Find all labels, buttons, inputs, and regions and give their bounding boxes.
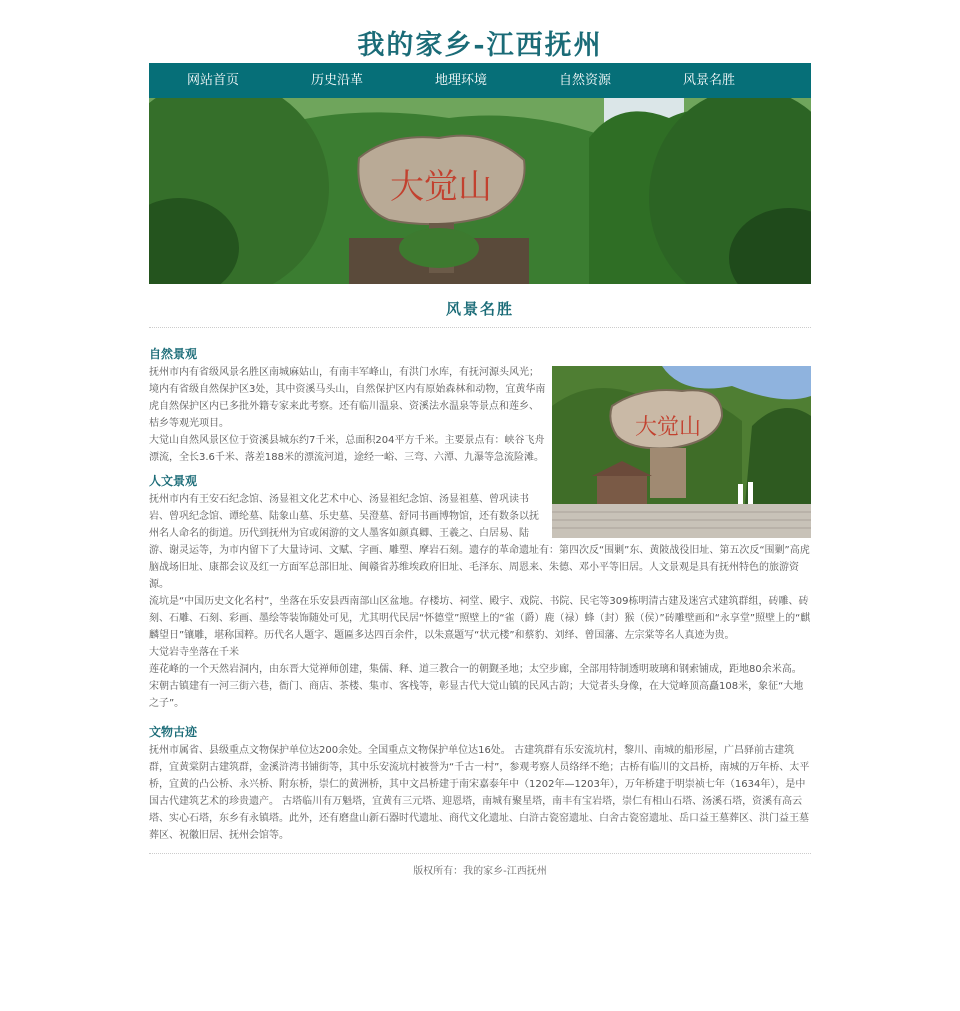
page-heading: 风景名胜: [445, 300, 514, 318]
natural-paragraph-1: 抚州市内有省级风景名胜区南城麻姑山，有南丰军峰山，有洪门水库，有抚河源头风光；境内有省级自然保护区3处，其中资溪马头山，自然保护区内有原始森林和动物，宜黄华南虎自然保护区内已多批外籍专家来此考察。还有临川温泉、资溪法水温泉等景点和莲乡、桔乡等观光项目。: [149, 367, 546, 429]
relics-paragraph-1: 抚州市属省、县级重点文物保护单位达200余处。全国重点文物保护单位达16处。 古建筑群有乐安流坑村，黎川、南城的船形屋，广昌驿前古建筑群，宜黄棠阴古建筑群，金溪浒湾书铺街等，其中乐安流坑村被誉为“千古一村”，参观考察人员络绎不绝；古桥有临川的文昌桥，南城的万年桥、太平桥，宜黄的凸公桥、永兴桥、附东桥，崇仁的黄洲桥，其中文昌桥建于南宋嘉泰年中（1202年—1203年），万年桥建于明崇祯七年（1634年），是中国古代建筑艺术的珍贵遗产。 古塔临川有万魁塔，宜黄有三元塔、迎恩塔，南城有聚星塔，南丰有宝岩塔，崇仁有相山石塔、汤溪石塔，资溪有高云塔、实心石塔，东乡有永镇塔。此外，还有磨盘山新石器时代遗址、商代文化遗址、白浒古瓷窑遗址、白舍古瓷窑遗址、岳口益王墓葬区、洪门益王墓葬区、祝徽旧居、抚州会馆等。: [149, 745, 810, 841]
footer-divider: [149, 853, 811, 854]
human-paragraph-3: 大觉岩寺坐落在千米: [149, 647, 239, 658]
nav-item-history[interactable]: 历史沿革: [310, 73, 363, 88]
photo-sign-text: 大觉山: [634, 415, 702, 440]
banner-sign-text: 大觉山: [390, 167, 492, 207]
nav-item-resources[interactable]: 自然资源: [558, 73, 611, 88]
nav-item-geography[interactable]: 地理环境: [434, 73, 487, 88]
photo-illustration: [552, 366, 811, 538]
natural-paragraph-2: 大觉山自然风景区位于资溪县城东约7千米，总面积204平方千米。主要景点有：峡谷飞舟漂流，全长3.6千米、落差188米的漂流河道，途经一峪、三弯、六潭、九瀑等急流险滩。: [149, 435, 545, 463]
human-paragraph-1: 抚州市内有王安石纪念馆、汤显祖文化艺术中心、汤显祖纪念馆、汤显祖墓、曾巩读书岩、曾巩纪念馆、谭纶墓、陆象山墓、乐史墓、吴澄墓、舒同书画博物馆，还有数条以抚州名人命名的街道。历代到抚州为官或闲游的文人墨客如颜真卿、王羲之、白居易、陆游、谢灵运等，为市内留下了大量诗词、文赋、字画、雕塑、摩岩石刻。遗存的革命遗址有：第四次反“围剿”东、黄陂战役旧址、第五次反“围剿”高虎脑战场旧址、康都会议及红一方面军总部旧址、闽赣省苏维埃政府旧址、毛泽东、周恩来、朱德、邓小平等旧居。人文景观是具有抚州特色的旅游资源。: [149, 494, 810, 590]
footer-copyright: 版权所有：我的家乡-江西抚州: [413, 866, 547, 877]
banner-image: [149, 98, 811, 284]
section-title-natural: 自然景观: [149, 347, 198, 361]
banner-illustration: [149, 98, 811, 284]
nav-item-scenery[interactable]: 风景名胜: [682, 73, 735, 88]
human-paragraph-2: 流坑是“中国历史文化名村”，坐落在乐安县西南部山区盆地。存楼坊、祠堂、殿宇、戏院、书院、民宅等309栋明清古建及迷宫式建筑群组，砖雕、砖刻、石雕、石刻、彩画、墨绘等装饰随处可见，尤其明代民居“怀德堂”照壁上的“雀（爵）鹿（禄）蜂（封）猴（侯）”砖雕壁画和“永享堂”照壁上的“麒麟望日”镶雕，堪称国粹。历代名人题字、题匾多达四百余件，以朱熹题写“状元楼”和蔡豹、刘绎、曾国藩、左宗棠等名人真迹为贵。: [149, 596, 811, 641]
section-title-human: 人文景观: [149, 474, 198, 488]
human-paragraph-4: 莲花峰的一个天然岩洞内，由东晋大觉禅师创建，集儒、释、道三教合一的朝觐圣地；太空步廊，全部用特制透明玻璃和钢索铺成，距地80余米高。 宋朝古镇建有一河三街六巷，衙门、商店、茶楼、集市、客栈等，彰显古代大觉山镇的民风古韵；大觉者头身像，在大觉峰顶高矗108米，象征“大地之子”。: [149, 664, 804, 709]
dajueshan-photo: [552, 366, 811, 538]
nav-item-home[interactable]: 网站首页: [186, 73, 239, 88]
main-nav: [149, 63, 811, 98]
divider: [149, 327, 811, 328]
site-title: 我的家乡-江西抚州: [357, 30, 603, 61]
main-content: [149, 345, 811, 844]
section-title-relics: 文物古迹: [149, 725, 198, 739]
page-container: [149, 63, 811, 880]
